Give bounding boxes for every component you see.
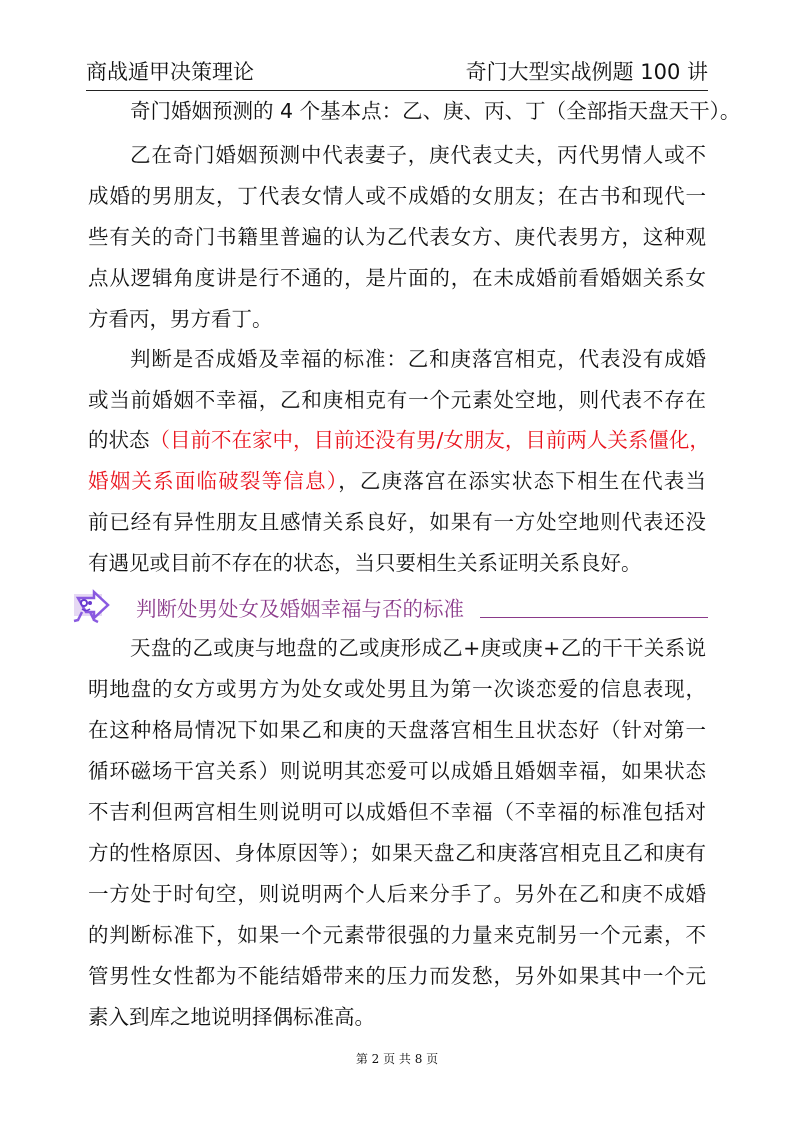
text-line	[88, 466, 706, 496]
text-segment: 不吉利但两宫相生则说明可以成婚但不幸福（不幸福的标准包括对	[88, 800, 706, 824]
text-line	[88, 304, 706, 334]
text-line	[88, 507, 706, 537]
header-left: 商战遁甲决策理论	[86, 60, 254, 84]
section-title: 判断处男处女及婚姻幸福与否的标准	[136, 597, 464, 621]
text-line	[88, 385, 706, 415]
text-line	[88, 548, 706, 578]
text-segment: 成婚的男朋友，丁代表女情人或不成婚的女朋友；在古书和现代一	[88, 184, 706, 208]
text-segment: 素入到库之地说明择偶标准高。	[88, 1005, 375, 1029]
highlighted-text: 婚姻关系面临破裂等信息）	[88, 469, 339, 493]
text-line	[130, 140, 706, 170]
text-segment: 的判断标准下，如果一个元素带很强的力量来克制另一个元素，不	[88, 923, 706, 947]
text-line	[88, 879, 706, 909]
text-segment: 一方处于时旬空，则说明两个人后来分手了。另外在乙和庚不成婚	[88, 882, 706, 906]
text-line	[88, 920, 706, 950]
text-segment: 天盘的乙或庚与地盘的乙或庚形成乙+庚或庚+乙的干干关系说	[130, 636, 706, 660]
text-line	[88, 838, 706, 868]
text-line	[88, 181, 706, 211]
text-line	[88, 1002, 706, 1032]
text-segment: 点从逻辑角度讲是行不通的，是片面的，在未成婚前看婚姻关系女	[88, 266, 706, 290]
text-segment: 方看丙，男方看丁。	[88, 307, 273, 331]
header-right: 奇门大型实战例题 100 讲	[465, 60, 708, 84]
text-segment: 有遇见或目前不存在的状态，当只要相生关系证明关系良好。	[88, 551, 642, 575]
text-segment: 管男性女性都为不能结婚带来的压力而发愁，另外如果其中一个元	[88, 964, 706, 988]
page-header	[86, 56, 708, 91]
text-segment: 方的性格原因、身体原因等）；如果天盘乙和庚落宫相克且乙和庚有	[88, 841, 706, 865]
text-line	[88, 263, 706, 293]
text-line	[88, 222, 706, 252]
text-segment: 明地盘的女方或男方为处女或处男且为第一次谈恋爱的信息表现，	[88, 677, 706, 701]
page-footer: 第 2 页 共 8 页	[355, 1052, 439, 1066]
text-line	[88, 425, 710, 455]
section-heading	[72, 588, 712, 624]
text-segment: 的状态	[88, 428, 150, 452]
text-line	[88, 674, 706, 704]
text-line	[88, 961, 706, 991]
text-line	[130, 633, 706, 663]
text-segment: 些有关的奇门书籍里普遍的认为乙代表女方、庚代表男方，这种观	[88, 225, 706, 249]
text-segment: ，乙庚落宫在添实状态下相生在代表当	[338, 469, 707, 493]
text-line	[130, 96, 741, 126]
text-line	[130, 344, 706, 374]
text-segment: 乙在奇门婚姻预测中代表妻子，庚代表丈夫，丙代男情人或不	[130, 143, 706, 167]
text-segment: 在这种格局情况下如果乙和庚的天盘落宫相生且状态好（针对第一	[88, 718, 706, 742]
walking-arrow-icon	[72, 588, 112, 626]
text-segment: 或当前婚姻不幸福，乙和庚相克有一个元素处空地，则代表不存在	[88, 388, 706, 412]
text-line	[88, 715, 706, 745]
highlighted-text: （目前不在家中，目前还没有男/女朋友，目前两人关系僵化，	[149, 428, 710, 452]
section-underline	[480, 617, 708, 618]
text-line	[88, 756, 706, 786]
text-line	[88, 797, 706, 827]
text-segment: 奇门婚姻预测的 4 个基本点：乙、庚、丙、丁（全部指天盘天干）。	[130, 99, 741, 123]
text-segment: 前已经有异性朋友且感情关系良好，如果有一方处空地则代表还没	[88, 510, 706, 534]
text-segment: 判断是否成婚及幸福的标准：乙和庚落宫相克，代表没有成婚	[130, 347, 706, 371]
text-segment: 循环磁场干宫关系）则说明其恋爱可以成婚且婚姻幸福，如果状态	[88, 759, 706, 783]
